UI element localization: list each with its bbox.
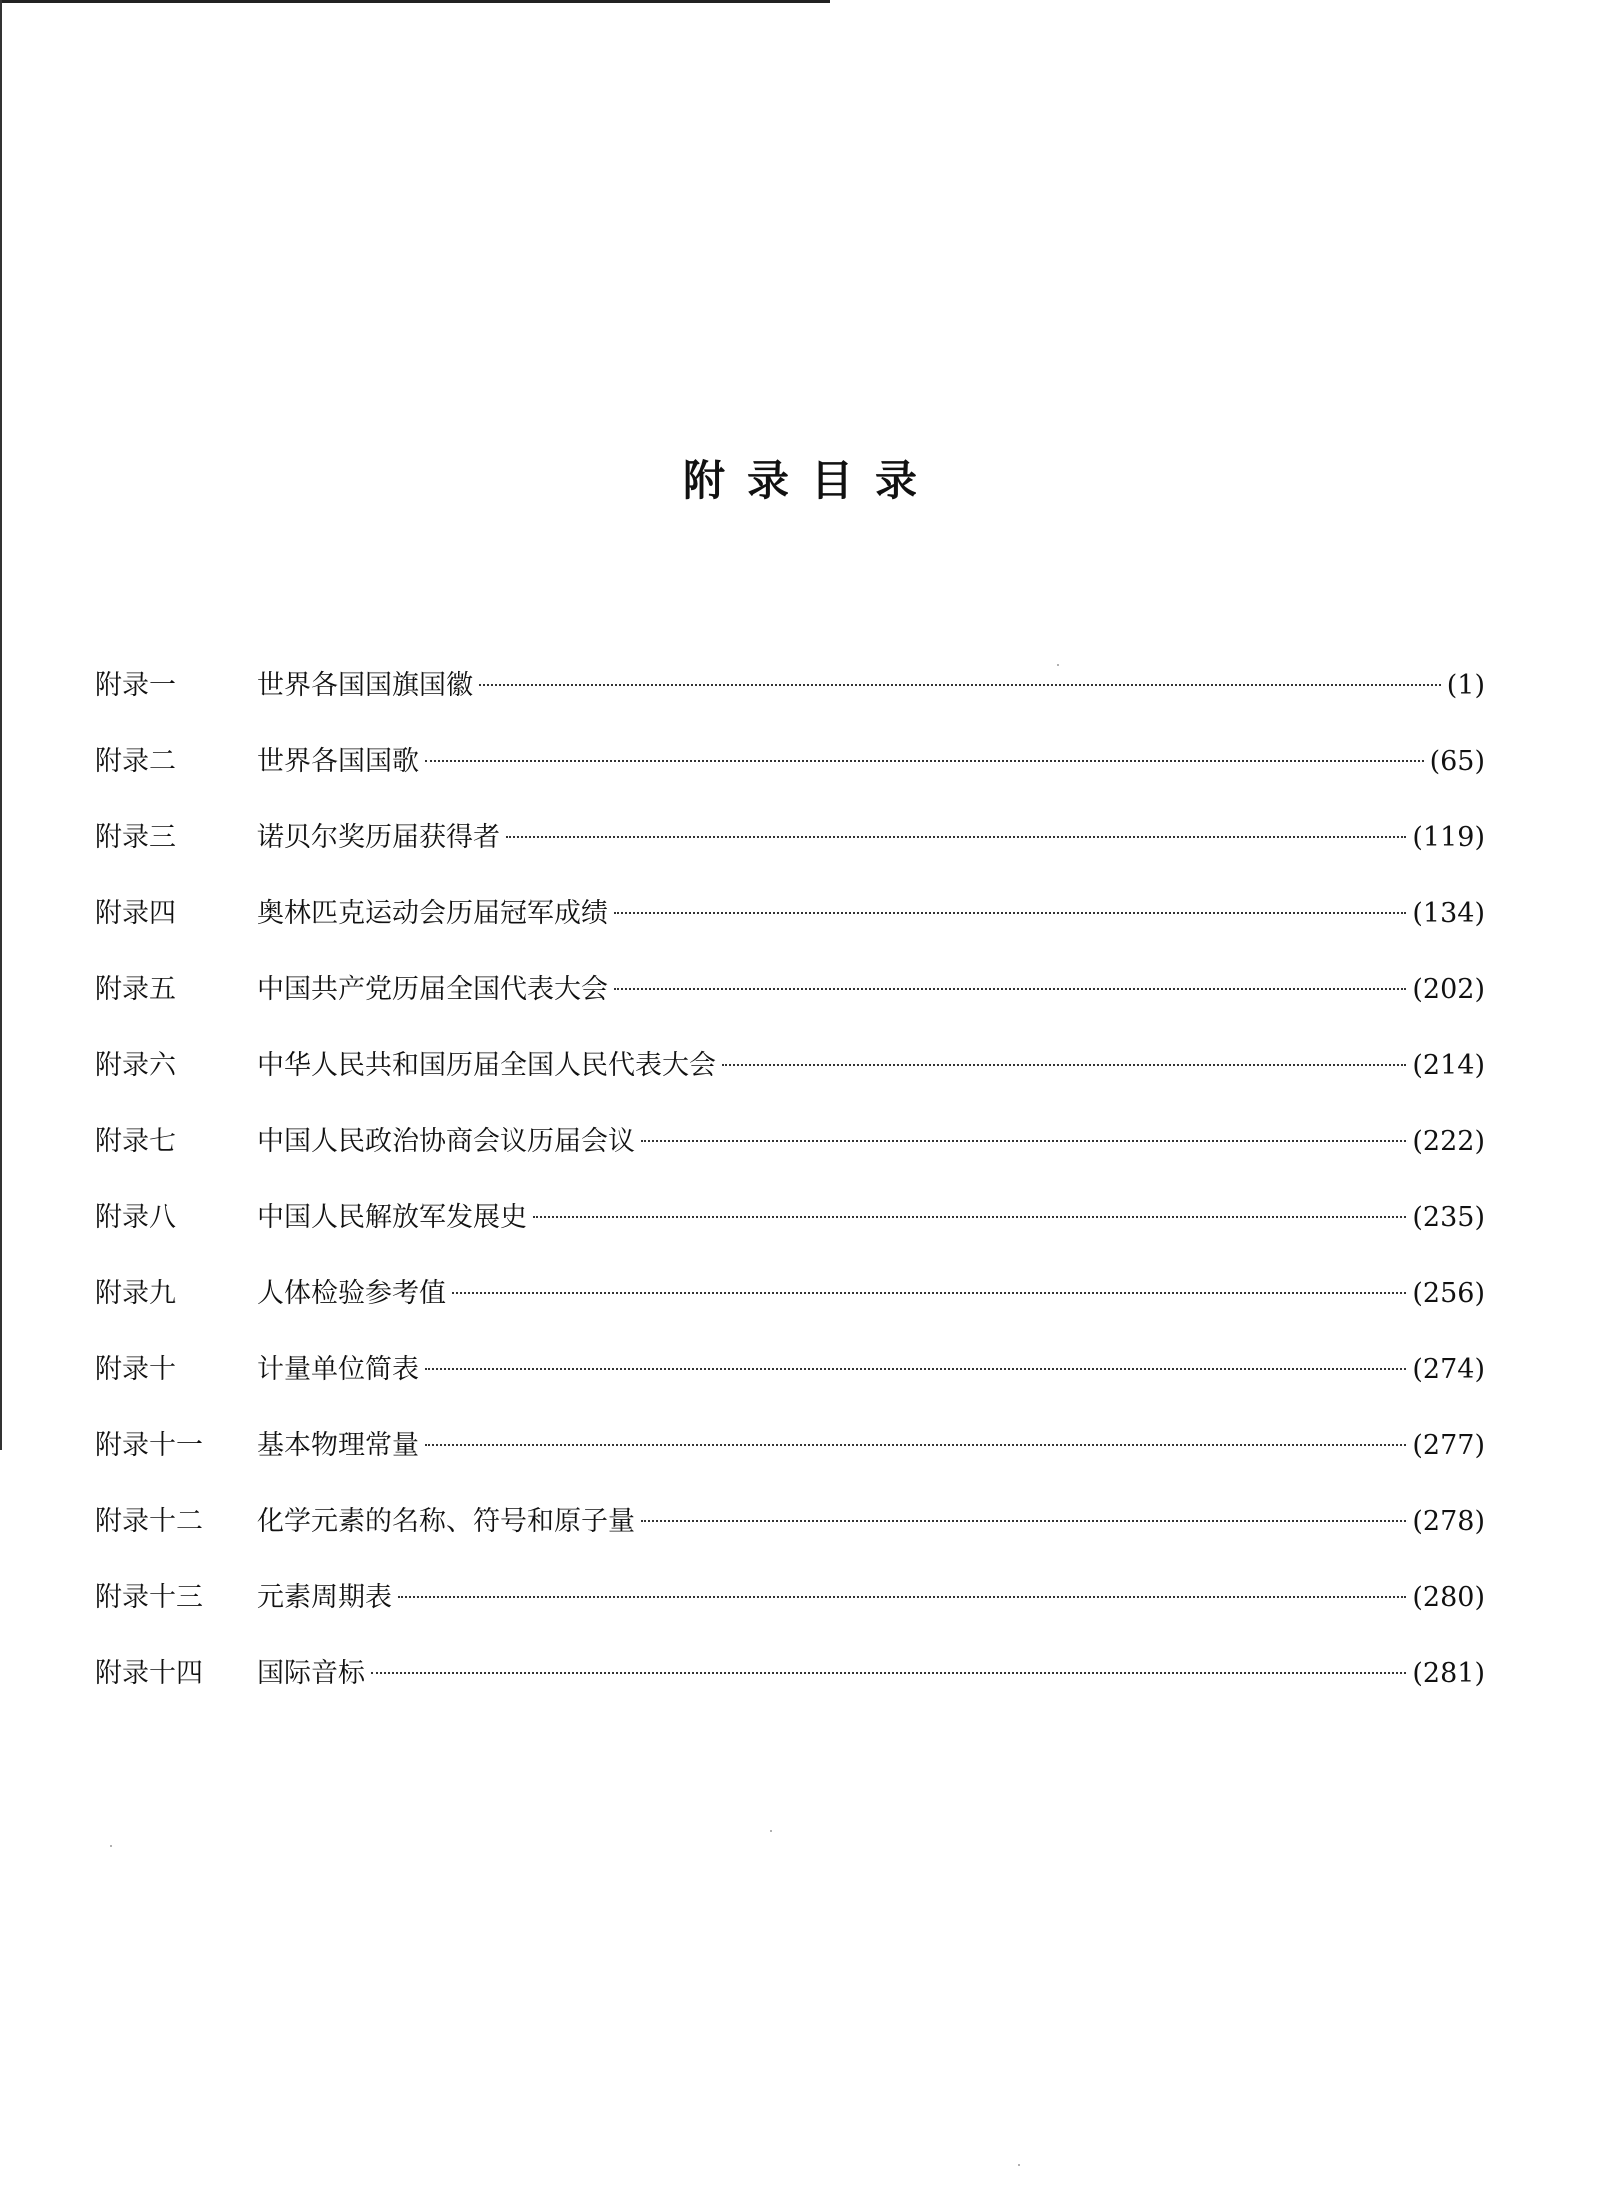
- scan-speck: [110, 1845, 112, 1847]
- toc-entry-page: (281): [1412, 1658, 1485, 1689]
- toc-entry-page: (202): [1412, 974, 1485, 1005]
- toc-entry-9[interactable]: [95, 1274, 1485, 1350]
- toc-entry-12[interactable]: [95, 1502, 1485, 1578]
- toc-entry-title: 国际音标: [257, 1658, 365, 1689]
- dot-leader: [425, 1368, 1406, 1370]
- toc-entry-label: 附录四: [95, 898, 176, 929]
- toc-entry-title: 世界各国国旗国徽: [257, 670, 473, 701]
- toc-entry-13[interactable]: [95, 1578, 1485, 1654]
- page-title: 附录目录: [682, 456, 939, 505]
- toc-entry-title: 中国人民政治协商会议历届会议: [257, 1126, 635, 1157]
- scan-speck: [770, 1830, 772, 1832]
- toc-entry-title: 中华人民共和国历届全国人民代表大会: [257, 1050, 716, 1081]
- toc-entry-page: (280): [1412, 1582, 1485, 1613]
- toc-entry-11[interactable]: [95, 1426, 1485, 1502]
- toc-entry-label: 附录五: [95, 974, 176, 1005]
- toc-entry-label: 附录七: [95, 1126, 176, 1157]
- toc-entry-page: (65): [1429, 746, 1485, 777]
- dot-leader: [641, 1140, 1406, 1142]
- toc-entry-page: (134): [1412, 898, 1485, 929]
- dot-leader: [479, 684, 1441, 686]
- toc-entry-title: 世界各国国歌: [257, 746, 419, 777]
- toc-entry-7[interactable]: [95, 1122, 1485, 1198]
- toc-entry-title: 人体检验参考值: [257, 1278, 446, 1309]
- dot-leader: [371, 1672, 1406, 1674]
- toc-entry-label: 附录十四: [95, 1658, 203, 1689]
- dot-leader: [614, 912, 1406, 914]
- toc-entry-label: 附录十一: [95, 1430, 203, 1461]
- scan-border-top: [0, 0, 830, 3]
- toc-entry-page: (119): [1412, 822, 1485, 853]
- dot-leader: [614, 988, 1406, 990]
- toc-entry-4[interactable]: [95, 894, 1485, 970]
- toc-entry-title: 奥林匹克运动会历届冠军成绩: [257, 898, 608, 929]
- toc-entry-1[interactable]: [95, 666, 1485, 742]
- toc-entry-title: 基本物理常量: [257, 1430, 419, 1461]
- scan-speck: [1057, 664, 1059, 666]
- toc-entry-6[interactable]: [95, 1046, 1485, 1122]
- dot-leader: [452, 1292, 1406, 1294]
- toc-entry-page: (256): [1412, 1278, 1485, 1309]
- toc-entry-2[interactable]: [95, 742, 1485, 818]
- dot-leader: [533, 1216, 1406, 1218]
- toc-entry-page: (274): [1412, 1354, 1485, 1385]
- toc-entry-8[interactable]: [95, 1198, 1485, 1274]
- toc-entry-page: (214): [1412, 1050, 1485, 1081]
- toc-entry-label: 附录六: [95, 1050, 176, 1081]
- toc-entry-page: (222): [1412, 1126, 1485, 1157]
- toc-entry-page: (278): [1412, 1506, 1485, 1537]
- dot-leader: [398, 1596, 1406, 1598]
- toc-entry-title: 化学元素的名称、符号和原子量: [257, 1506, 635, 1537]
- toc-entry-title: 元素周期表: [257, 1582, 392, 1613]
- dot-leader: [722, 1064, 1406, 1066]
- table-of-contents: [95, 666, 1485, 1730]
- toc-entry-page: (277): [1412, 1430, 1485, 1461]
- scan-border-left: [0, 0, 2, 1450]
- toc-entry-label: 附录十二: [95, 1506, 203, 1537]
- toc-entry-label: 附录一: [95, 670, 176, 701]
- toc-entry-label: 附录八: [95, 1202, 176, 1233]
- toc-entry-label: 附录九: [95, 1278, 176, 1309]
- toc-entry-title: 中国人民解放军发展史: [257, 1202, 527, 1233]
- dot-leader: [641, 1520, 1406, 1522]
- toc-entry-10[interactable]: [95, 1350, 1485, 1426]
- toc-entry-label: 附录十: [95, 1354, 176, 1385]
- dot-leader: [506, 836, 1406, 838]
- toc-entry-title: 中国共产党历届全国代表大会: [257, 974, 608, 1005]
- toc-entry-14[interactable]: [95, 1654, 1485, 1730]
- toc-entry-5[interactable]: [95, 970, 1485, 1046]
- scan-speck: [1018, 2164, 1020, 2166]
- dot-leader: [425, 1444, 1406, 1446]
- toc-entry-title: 计量单位简表: [257, 1354, 419, 1385]
- toc-entry-3[interactable]: [95, 818, 1485, 894]
- toc-entry-page: (1): [1446, 670, 1485, 701]
- toc-entry-title: 诺贝尔奖历届获得者: [257, 822, 500, 853]
- toc-entry-page: (235): [1412, 1202, 1485, 1233]
- toc-entry-label: 附录十三: [95, 1582, 203, 1613]
- toc-entry-label: 附录三: [95, 822, 176, 853]
- toc-entry-label: 附录二: [95, 746, 176, 777]
- dot-leader: [425, 760, 1424, 762]
